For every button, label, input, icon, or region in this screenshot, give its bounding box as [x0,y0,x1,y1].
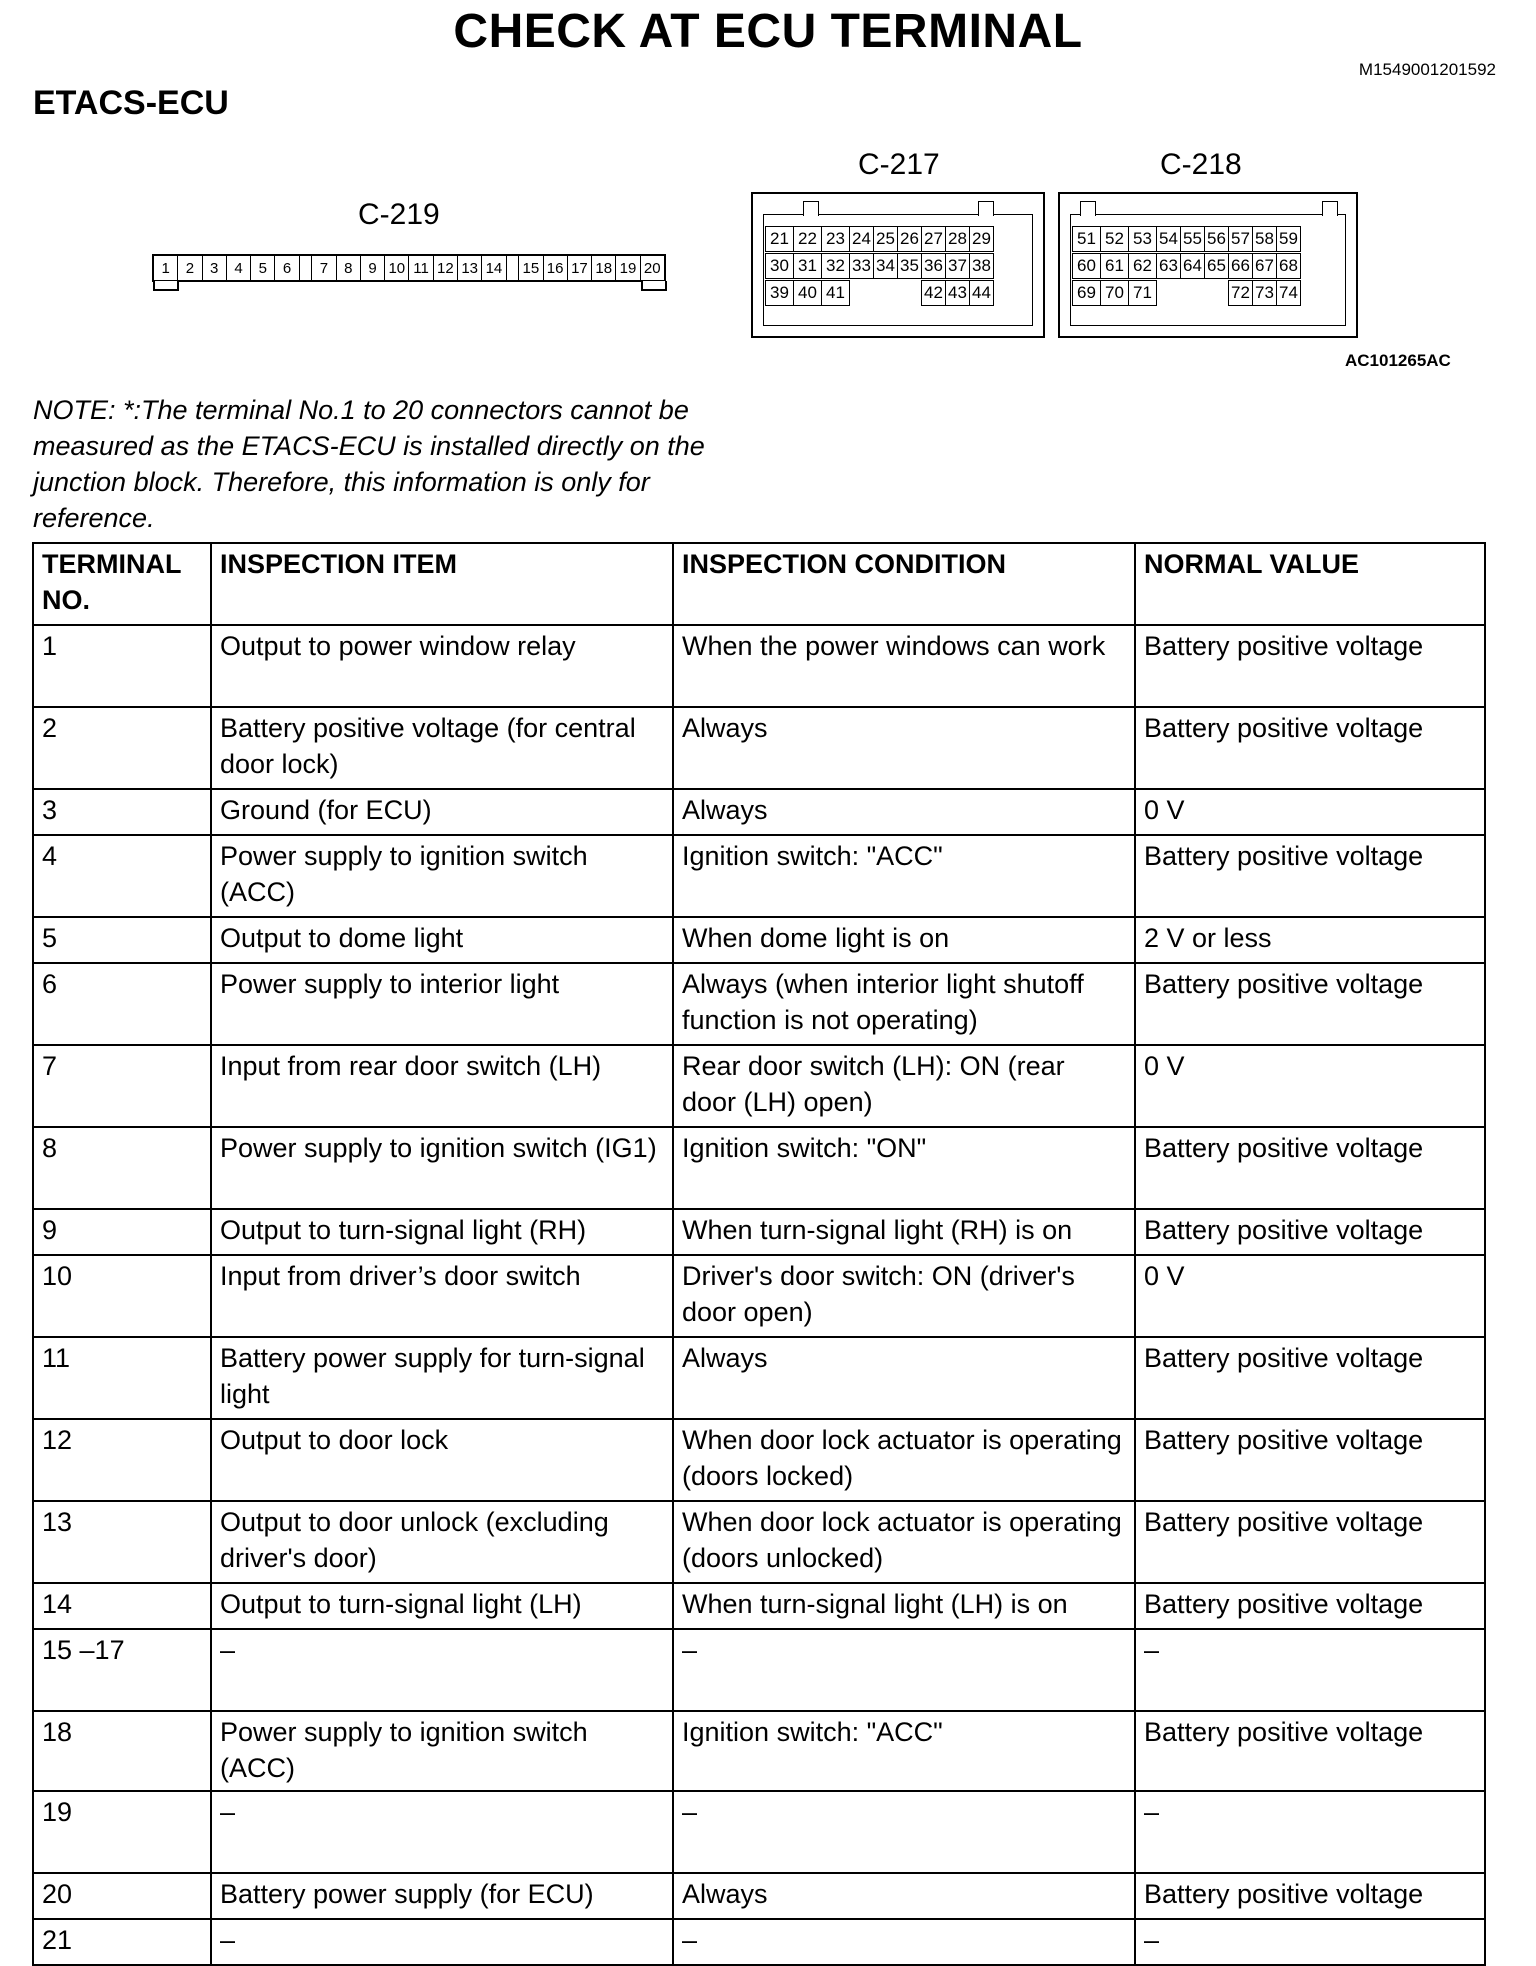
table-row [33,1791,1485,1873]
connector-c219-pin: 10 [385,256,409,280]
table-row [33,707,1485,789]
connector-c219-pin: 17 [568,256,592,280]
connector-c219-blank [300,256,313,280]
connector-c217-pin: 38 [969,253,994,279]
figure-id: AC101265AC [1345,351,1451,370]
connector-c217-pin: 41 [821,280,850,306]
connector-c219-latch-left [153,281,179,291]
cell-inspection-condition: – [673,1791,1135,1873]
table-row [33,1127,1485,1209]
connector-c219-pin: 9 [361,256,385,280]
connector-c219-latch-right [641,281,667,291]
cell-inspection-condition: When dome light is on [673,917,1135,963]
cell-normal-value: Battery positive voltage [1135,1419,1485,1501]
cell-inspection-condition: When turn-signal light (LH) is on [673,1583,1135,1629]
cell-inspection-item: Input from rear door switch (LH) [211,1045,673,1127]
connector-c219-pin: 3 [203,256,227,280]
connector-c218-pin: 51 [1072,226,1101,252]
connector-c218-pin: 62 [1128,253,1157,279]
connector-c218-pin: 56 [1204,226,1229,252]
connector-c219-pin: 7 [312,256,336,280]
inspection-table [32,542,1486,1966]
connector-c218-pin: 63 [1156,253,1181,279]
connector-c218-tab [1322,201,1338,216]
cell-normal-value: Battery positive voltage [1135,1209,1485,1255]
header-inspection-item: INSPECTION ITEM [211,543,673,625]
connector-c218-pin: 69 [1072,280,1101,306]
document-id: M1549001201592 [1358,60,1496,79]
cell-inspection-condition: Always [673,1873,1135,1919]
cell-inspection-condition: Always [673,1337,1135,1419]
cell-normal-value: Battery positive voltage [1135,963,1485,1045]
connector-c217-pin: 34 [873,253,898,279]
cell-inspection-condition: – [673,1919,1135,1965]
connector-c218-pin: 73 [1252,280,1277,306]
connector-c218-pin: 57 [1228,226,1253,252]
connector-c218-pin: 70 [1100,280,1129,306]
cell-inspection-condition: When door lock actuator is operating (doors unlocked) [673,1501,1135,1583]
table-row [33,917,1485,963]
connector-c217 [751,192,1045,338]
connector-c219-pin: 18 [592,256,616,280]
cell-inspection-condition: – [673,1629,1135,1711]
cell-normal-value: Battery positive voltage [1135,1711,1485,1791]
cell-inspection-item: Power supply to ignition switch (IG1) [211,1127,673,1209]
table-row [33,1501,1485,1583]
connector-c217-pin: 32 [821,253,850,279]
connector-c218-pin: 54 [1156,226,1181,252]
cell-terminal-no: 19 [33,1791,211,1873]
cell-terminal-no: 15 –17 [33,1629,211,1711]
connector-c217-pin: 24 [849,226,874,252]
table-row [33,1337,1485,1419]
cell-inspection-item: – [211,1629,673,1711]
cell-terminal-no: 1 [33,625,211,707]
cell-inspection-item: Output to door lock [211,1419,673,1501]
cell-inspection-item: Output to turn-signal light (LH) [211,1583,673,1629]
page-title: CHECK AT ECU TERMINAL [453,5,1083,58]
connector-c218-label: C-218 [1160,148,1242,181]
connector-c218-pin: 55 [1180,226,1205,252]
connector-c217-label: C-217 [858,148,940,181]
cell-inspection-condition: Ignition switch: "ACC" [673,835,1135,917]
cell-inspection-item: Power supply to ignition switch (ACC) [211,1711,673,1791]
cell-inspection-condition: Ignition switch: "ON" [673,1127,1135,1209]
connector-c219-pin: 8 [337,256,361,280]
connector-c217-pin: 37 [945,253,970,279]
cell-normal-value: Battery positive voltage [1135,1873,1485,1919]
connector-c217-pin: 40 [793,280,822,306]
cell-normal-value: Battery positive voltage [1135,625,1485,707]
cell-inspection-condition: When the power windows can work [673,625,1135,707]
cell-inspection-condition: When door lock actuator is operating (doors locked) [673,1419,1135,1501]
cell-inspection-item: – [211,1791,673,1873]
connector-c219-pin: 2 [178,256,202,280]
table-row [33,789,1485,835]
cell-inspection-condition: Always (when interior light shutoff function is not operating) [673,963,1135,1045]
cell-normal-value: 2 V or less [1135,917,1485,963]
table-row [33,1255,1485,1337]
connector-c217-pin: 23 [821,226,850,252]
connector-c217-pin: 21 [765,226,794,252]
connector-c218-tab [1080,201,1096,216]
table-row [33,1711,1485,1791]
table-row [33,1583,1485,1629]
connector-c217-tab [978,201,994,216]
table-row [33,1209,1485,1255]
cell-inspection-condition: When turn-signal light (RH) is on [673,1209,1135,1255]
cell-inspection-item: Output to power window relay [211,625,673,707]
connector-c218-pin: 67 [1252,253,1277,279]
cell-inspection-condition: Rear door switch (LH): ON (rear door (LH) open) [673,1045,1135,1127]
connector-c217-pin: 44 [969,280,994,306]
cell-terminal-no: 21 [33,1919,211,1965]
connector-c217-pin: 27 [921,226,946,252]
connector-c219-pin: 6 [275,256,299,280]
connector-c219-pin: 15 [519,256,543,280]
cell-inspection-item: Ground (for ECU) [211,789,673,835]
cell-terminal-no: 6 [33,963,211,1045]
table-header-row [33,543,1485,625]
cell-terminal-no: 14 [33,1583,211,1629]
connector-c218-pin: 52 [1100,226,1129,252]
cell-normal-value: Battery positive voltage [1135,1127,1485,1209]
table-row [33,1873,1485,1919]
cell-inspection-item: Battery power supply for turn-signal light [211,1337,673,1419]
cell-normal-value: 0 V [1135,789,1485,835]
cell-inspection-condition: Always [673,789,1135,835]
cell-normal-value: – [1135,1791,1485,1873]
cell-inspection-item: Battery positive voltage (for central door lock) [211,707,673,789]
connector-c218-pin: 61 [1100,253,1129,279]
connector-c218-pin: 72 [1228,280,1253,306]
cell-inspection-condition: Always [673,707,1135,789]
table-row [33,1919,1485,1965]
section-heading: ETACS-ECU [33,84,229,122]
table-row [33,963,1485,1045]
connector-c219-blank [507,256,520,280]
cell-inspection-condition: Ignition switch: "ACC" [673,1711,1135,1791]
connector-c219-pin: 16 [544,256,568,280]
cell-terminal-no: 12 [33,1419,211,1501]
cell-inspection-item: Output to door unlock (excluding driver's door) [211,1501,673,1583]
table-row [33,835,1485,917]
cell-normal-value: 0 V [1135,1045,1485,1127]
cell-terminal-no: 4 [33,835,211,917]
cell-terminal-no: 18 [33,1711,211,1791]
connector-c219-pin: 14 [482,256,506,280]
header-terminal-no: TERMINAL NO. [33,543,211,625]
connector-c217-pin: 43 [945,280,970,306]
connector-c217-pin: 28 [945,226,970,252]
table-row [33,1045,1485,1127]
cell-normal-value: Battery positive voltage [1135,1337,1485,1419]
connector-c219-pin: 13 [458,256,482,280]
connector-c219-pin: 1 [154,256,178,280]
cell-terminal-no: 20 [33,1873,211,1919]
connector-c217-tab [803,201,819,216]
connector-c217-pin: 35 [897,253,922,279]
cell-inspection-item: Power supply to ignition switch (ACC) [211,835,673,917]
cell-terminal-no: 2 [33,707,211,789]
cell-terminal-no: 9 [33,1209,211,1255]
connector-c219-pin: 19 [616,256,640,280]
table-row [33,1419,1485,1501]
connector-c219-pin: 12 [434,256,458,280]
connector-c217-pin: 39 [765,280,794,306]
connector-c217-pin: 33 [849,253,874,279]
note-text: NOTE: *:The terminal No.1 to 20 connectors cannot be measured as the ETACS-ECU is installed directly on the junction block. Therefore, this information is only for reference. [33,395,705,533]
cell-terminal-no: 7 [33,1045,211,1127]
cell-terminal-no: 11 [33,1337,211,1419]
connector-c219-pin: 20 [643,259,661,277]
connector-c218-pin: 64 [1180,253,1205,279]
cell-terminal-no: 10 [33,1255,211,1337]
connector-c218-pin: 65 [1204,253,1229,279]
cell-terminal-no: 3 [33,789,211,835]
connector-c217-pin: 31 [793,253,822,279]
connector-c219-label: C-219 [358,198,440,231]
table-row [33,1629,1485,1711]
cell-terminal-no: 8 [33,1127,211,1209]
cell-normal-value: Battery positive voltage [1135,835,1485,917]
connector-c218-pin: 74 [1276,280,1301,306]
cell-normal-value: Battery positive voltage [1135,1501,1485,1583]
table-row [33,625,1485,707]
connector-c219 [152,254,666,282]
connector-c218-pin: 71 [1128,280,1157,306]
cell-normal-value: 0 V [1135,1255,1485,1337]
connector-c217-pin: 30 [765,253,794,279]
connector-c217-pin: 29 [969,226,994,252]
connector-c218-pin: 66 [1228,253,1253,279]
connector-c217-pin: 26 [897,226,922,252]
connector-c217-pin: 42 [921,280,946,306]
connector-c217-pin: 36 [921,253,946,279]
cell-inspection-item: – [211,1919,673,1965]
connector-c218-pin: 60 [1072,253,1101,279]
connector-c219-pin: 4 [227,256,251,280]
cell-normal-value: – [1135,1919,1485,1965]
header-inspection-condition: INSPECTION CONDITION [673,543,1135,625]
connector-c218 [1058,192,1358,338]
connector-c218-pin: 53 [1128,226,1157,252]
cell-terminal-no: 5 [33,917,211,963]
connector-c218-pin: 59 [1276,226,1301,252]
cell-inspection-item: Battery power supply (for ECU) [211,1873,673,1919]
cell-inspection-item: Input from driver’s door switch [211,1255,673,1337]
connector-c217-pin: 25 [873,226,898,252]
connector-c219-pin: 11 [409,256,433,280]
cell-inspection-condition: Driver's door switch: ON (driver's door open) [673,1255,1135,1337]
cell-inspection-item: Output to turn-signal light (RH) [211,1209,673,1255]
cell-inspection-item: Power supply to interior light [211,963,673,1045]
cell-normal-value: – [1135,1629,1485,1711]
cell-inspection-item: Output to dome light [211,917,673,963]
cell-terminal-no: 13 [33,1501,211,1583]
connector-c218-pin: 58 [1252,226,1277,252]
cell-normal-value: Battery positive voltage [1135,707,1485,789]
connector-c218-pin: 68 [1276,253,1301,279]
cell-normal-value: Battery positive voltage [1135,1583,1485,1629]
connector-c219-pin: 5 [251,256,275,280]
header-normal-value: NORMAL VALUE [1135,543,1485,625]
connector-c217-pin: 22 [793,226,822,252]
